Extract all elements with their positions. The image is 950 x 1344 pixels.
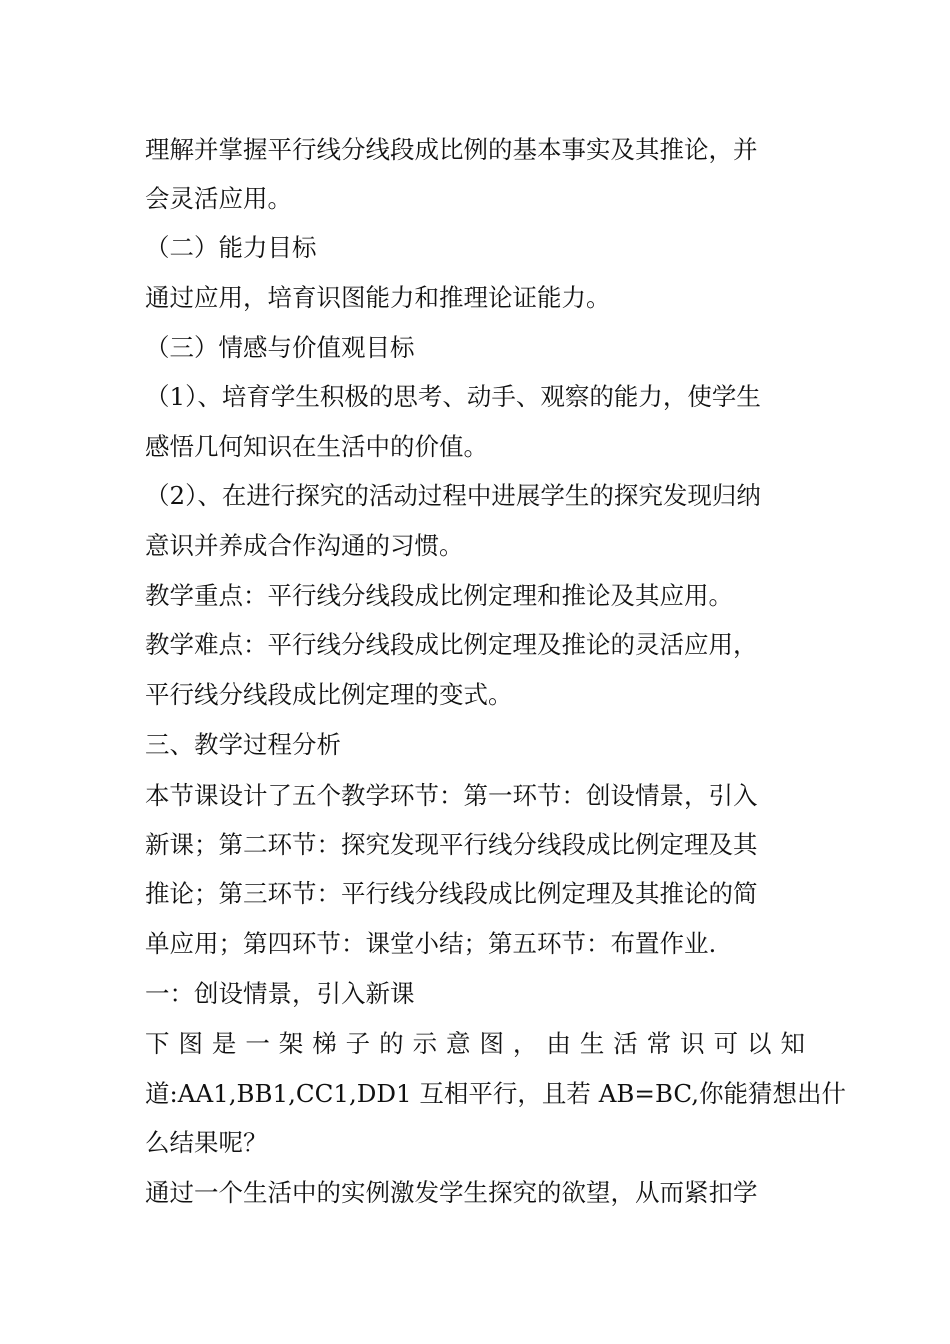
- text-line: 理解并掌握平行线分线段成比例的基本事实及其推论，并: [145, 135, 758, 164]
- text-line: 本节课设计了五个教学环节：第一环节：创设情景，引入: [145, 781, 758, 810]
- text-line: 意识并养成合作沟通的习惯。: [145, 531, 464, 560]
- section-heading: （三）情感与价值观目标: [145, 333, 415, 362]
- text-line: 单应用；第四环节：课堂小结；第五环节：布置作业.: [145, 929, 717, 958]
- section-heading: 三、教学过程分析: [145, 730, 341, 759]
- text-line: 平行线分线段成比例定理的变式。: [145, 680, 513, 709]
- text-line: （1）、培育学生积极的思考、动手、观察的能力，使学生: [145, 382, 761, 411]
- text-line: 新课；第二环节：探究发现平行线分线段成比例定理及其: [145, 830, 758, 859]
- text-line: 道:AA1,BB1,CC1,DD1 互相平行，且若 AB=BC,你能猜想出什: [145, 1079, 847, 1108]
- text-line: 下图是一架梯子的示意图，由生活常识可以知: [145, 1029, 805, 1058]
- section-heading: （二）能力目标: [145, 233, 317, 262]
- text-line: 么结果呢？: [145, 1128, 268, 1157]
- text-line: 通过应用，培育识图能力和推理论证能力。: [145, 283, 611, 312]
- text-line: 教学难点：平行线分线段成比例定理及推论的灵活应用，: [145, 630, 758, 659]
- text-line: （2）、在进行探究的活动过程中进展学生的探究发现归纳: [145, 481, 761, 510]
- section-heading: 一：创设情景，引入新课: [145, 979, 415, 1008]
- text-line: 教学重点：平行线分线段成比例定理和推论及其应用。: [145, 581, 733, 610]
- text-line: 通过一个生活中的实例激发学生探究的欲望，从而紧扣学: [145, 1178, 758, 1207]
- text-line: 推论；第三环节：平行线分线段成比例定理及其推论的简: [145, 879, 758, 908]
- text-line: 会灵活应用。: [145, 184, 292, 213]
- text-line: 感悟几何知识在生活中的价值。: [145, 432, 488, 461]
